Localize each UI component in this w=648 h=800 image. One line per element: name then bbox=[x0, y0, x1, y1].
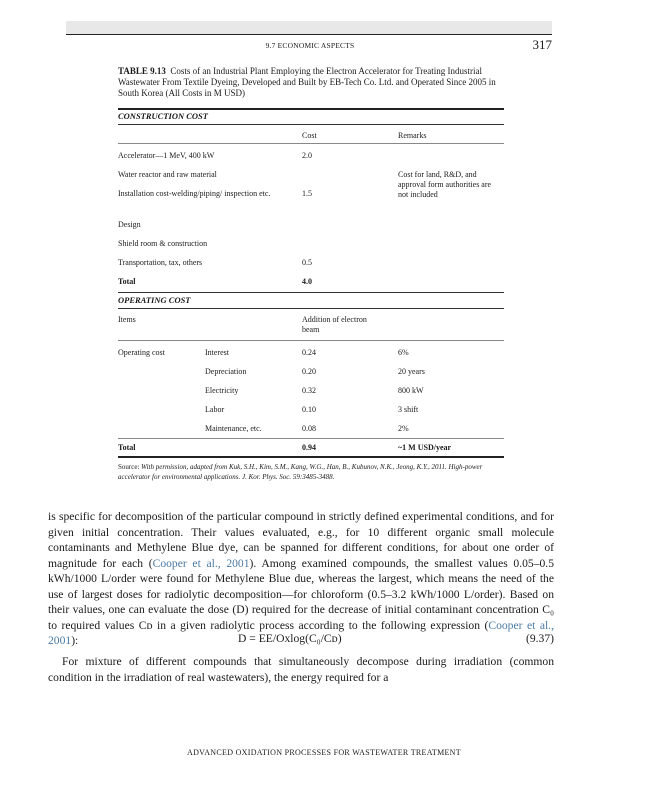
operating-group-label: Operating cost bbox=[118, 348, 165, 357]
construction-row-item: Water reactor and raw material bbox=[118, 170, 217, 179]
page-footer: ADVANCED OXIDATION PROCESSES FOR WASTEWATER TREATMENT bbox=[187, 748, 461, 757]
construction-remarks: Cost for land, R&D, and approval form authorities are not included bbox=[398, 170, 492, 199]
page-number: 317 bbox=[532, 37, 552, 52]
col-header-cost: Cost bbox=[302, 131, 317, 140]
running-head: 9.7 ECONOMIC ASPECTS bbox=[265, 41, 355, 50]
operating-row-item: Electricity bbox=[205, 386, 239, 395]
operating-row-item: Maintenance, etc. bbox=[205, 424, 262, 433]
operating-total-value: 0.94 bbox=[302, 443, 316, 452]
construction-row-item: Transportation, tax, others bbox=[118, 258, 203, 267]
table-rule bbox=[118, 124, 504, 125]
construction-row-item: Accelerator—1 MeV, 400 kW bbox=[118, 151, 215, 160]
header-bar bbox=[66, 21, 552, 34]
table-source bbox=[118, 462, 508, 482]
construction-total-value: 4.0 bbox=[302, 277, 312, 286]
operating-total-label: Total bbox=[118, 443, 136, 452]
body-paragraph: For mixture of different compounds that simultaneously decompose during irradiation (common condition in the irradiation of real wastewaters), the energy required for a bbox=[48, 655, 554, 684]
operating-row-remark: 20 years bbox=[398, 367, 425, 376]
table-rule bbox=[118, 308, 504, 309]
body-text-b: ). Among examined compounds, the smallest values 0.05–0.5 kWh/1000 L/order were found for Methylene Blue due, whereas the largest, which means the need of the use of largest doses for radiolytic decomposition—for chloroform (0.5–3.2 kWh/1000 L/order). Based on their values, one can evaluate the dose (D) required for the decrease of initial contaminant concentration C₀ to required values Cᴅ in a given radiolytic process according to the following expression ( bbox=[48, 556, 554, 632]
construction-title: CONSTRUCTION COST bbox=[118, 111, 208, 121]
construction-total-label: Total bbox=[118, 277, 136, 286]
table-rule bbox=[118, 143, 504, 144]
col-header-addition: Addition of electron beam bbox=[302, 315, 367, 334]
operating-row-remark: 2% bbox=[398, 424, 409, 433]
citation-link[interactable]: Cooper et al., 2001 bbox=[152, 556, 250, 570]
operating-row-item: Interest bbox=[205, 348, 229, 357]
construction-row-item: Shield room & construction bbox=[118, 239, 208, 248]
source-lead: Source: bbox=[118, 463, 140, 471]
operating-row-value: 0.10 bbox=[302, 405, 316, 414]
col-header-items: Items bbox=[118, 315, 136, 324]
equation bbox=[48, 632, 554, 648]
operating-row-item: Depreciation bbox=[205, 367, 247, 376]
body-text-c: ): bbox=[71, 634, 79, 647]
body-paragraph bbox=[48, 509, 554, 649]
operating-row-remark: 6% bbox=[398, 348, 409, 357]
construction-row-item: Design bbox=[118, 220, 141, 229]
operating-row-remark: 800 kW bbox=[398, 386, 424, 395]
operating-row-value: 0.08 bbox=[302, 424, 316, 433]
table-caption bbox=[118, 66, 504, 99]
operating-row-value: 0.24 bbox=[302, 348, 316, 357]
construction-row-cost: 1.5 bbox=[302, 189, 312, 198]
header-rule bbox=[66, 34, 552, 35]
table-label: TABLE 9.13 bbox=[118, 66, 166, 76]
construction-row-item: Installation cost-welding/piping/ inspection etc. bbox=[118, 189, 271, 198]
construction-row-cost: 0.5 bbox=[302, 258, 312, 267]
col-header-remarks: Remarks bbox=[398, 131, 427, 140]
operating-title: OPERATING COST bbox=[118, 295, 191, 305]
table-rule-bottom bbox=[118, 456, 504, 458]
operating-row-remark: 3 shift bbox=[398, 405, 419, 414]
table-rule bbox=[118, 340, 504, 341]
equation-expression: D = EE/Oxlog(C₀/Cᴅ) bbox=[238, 632, 342, 645]
table-caption-text: Costs of an Industrial Plant Employing the Electron Accelerator for Treating Industrial Wastewater From Textile Dyeing, Developed and Built by EB-Tech Co. Ltd. and Operated Since 2005 in South Korea (All Costs in M USD) bbox=[118, 66, 496, 98]
operating-total-remark: ~1 M USD/year bbox=[398, 443, 452, 452]
source-text: With permission, adapted from Kuk, S.H., Kim, S.M., Kang, W.G., Han, B., Kubunov, N.K., Jeong, K.Y., 2011. High-power accelerator for environmental applications. J. Kor. Phys. Soc. 59:3485-3488. bbox=[118, 463, 483, 481]
citation-link[interactable]: Cooper et al., 2001 bbox=[48, 618, 554, 647]
construction-row-cost: 2.0 bbox=[302, 151, 312, 160]
equation-number: (9.37) bbox=[525, 632, 554, 645]
operating-row-value: 0.20 bbox=[302, 367, 316, 376]
table-rule-top bbox=[118, 108, 504, 110]
operating-row-value: 0.32 bbox=[302, 386, 316, 395]
table-rule bbox=[118, 292, 504, 293]
table-rule bbox=[118, 438, 504, 439]
operating-row-item: Labor bbox=[205, 405, 225, 414]
body-text-a: is specific for decomposition of the particular compound in strictly defined experimental conditions, and for given initial concentration. Their values evaluated, e.g., for 10 different organic small molecule contaminants and Methylene Blue dye, can be spanned for different conditions, for about one order of magnitude for each ( bbox=[48, 510, 554, 570]
